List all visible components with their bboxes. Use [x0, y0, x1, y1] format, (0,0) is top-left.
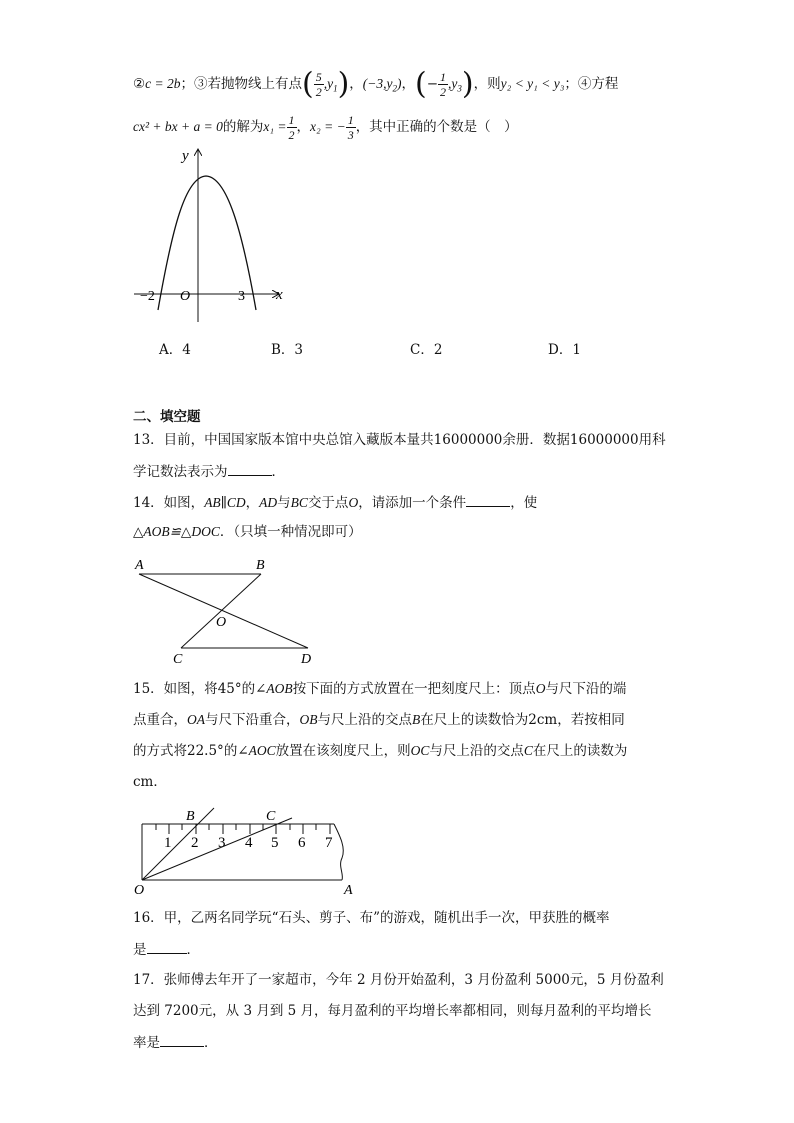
parabola-graph [130, 140, 290, 330]
option-b[interactable]: B．3 [271, 342, 304, 358]
q14-answer-blank[interactable] [466, 492, 510, 507]
option-d[interactable]: D．1 [548, 342, 581, 358]
ray-OB [142, 808, 214, 880]
y-axis-label: y [182, 148, 189, 164]
option-c[interactable]: C．2 [410, 342, 443, 358]
label-O: O [216, 615, 227, 630]
label-A: A [344, 883, 353, 898]
q14-line2: △AOB≌△DOC．（只填一种情况即可） [133, 524, 362, 540]
tick-label-6: 6 [298, 835, 306, 851]
label-B: B [186, 809, 195, 824]
tick-label-2: 2 [191, 835, 199, 851]
q12-line1: ②c = 2b；③若抛物线上有点( $\frac{5}{2}$ $,y_1$)，$(-3,y_2)$，(− $\frac{1}{2}$ $,y_3$)，则y₂ < y₁ < y₃；④方程 [133, 66, 619, 102]
q17-line1: 17．张师傅去年开了一家超市，今年 2 月份开始盈利，3 月份盈利 5000元，5 月份盈利 [133, 972, 664, 988]
tick-label-5: 5 [271, 835, 279, 851]
q17-line2: 达到 7200元，从 3 月到 5 月，每月盈利的平均增长率都相同，则每月盈利的平均增长 [133, 1003, 652, 1019]
label-D: D [301, 652, 312, 667]
q13-line2: 学记数法表示为 ． [133, 461, 285, 482]
q15-line3: 的方式将22.5°的∠AOC放置在该刻度尺上，则OC与尺上沿的交点C在尺上的读数为 [133, 743, 628, 759]
tick-label-3: 3 [218, 835, 226, 851]
ruler-figure [130, 800, 365, 900]
left-root-label: −2 [140, 289, 155, 304]
x-axis-label: x [276, 287, 283, 303]
tick-label-1: 1 [164, 835, 172, 851]
q12-line2: cx² + bx + a = 0的解为x₁ = $\frac{1}{2}$ ，x₂ = − $\frac{1}{3}$ ，其中正确的个数是（ ） [133, 113, 518, 142]
label-O: O [134, 883, 145, 898]
origin-label: O [180, 289, 191, 304]
label-C: C [173, 652, 183, 667]
q13-answer-blank[interactable] [228, 461, 272, 476]
q15-line2: 点重合，OA与尺下沿重合，OB与尺上沿的交点B在尺上的读数恰为2cm，若按相同 [133, 712, 625, 728]
q16-line2: 是 ． [133, 939, 200, 960]
ruler-ticks [156, 824, 330, 834]
label-C: C [266, 809, 276, 824]
q15-line1: 15．如图，将45°的∠AOB按下面的方式放置在一把刻度尺上：顶点O与尺下沿的端 [133, 681, 627, 697]
option-a[interactable]: A．4 [159, 342, 191, 358]
q14-figure [130, 552, 320, 667]
q17-answer-blank[interactable] [160, 1032, 204, 1047]
tick-label-4: 4 [245, 835, 253, 851]
q16-line1: 16．甲，乙两名同学玩“石头、剪子、布”的游戏，随机出手一次，甲获胜的概率 [133, 910, 610, 926]
tick-label-7: 7 [325, 835, 333, 851]
section-title: 二、填空题 [133, 409, 201, 425]
q14-line1: 14．如图，AB∥CD，AD与BC交于点O，请添加一个条件 ，使 [133, 492, 537, 513]
q17-line3: 率是 ． [133, 1032, 218, 1053]
q16-answer-blank[interactable] [147, 939, 187, 954]
q15-line4: cm． [133, 774, 167, 790]
label-B: B [256, 558, 265, 573]
label-A: A [135, 558, 144, 573]
right-root-label: 3 [238, 289, 245, 304]
q13-line1: 13．目前，中国国家版本馆中央总馆入藏版本量共16000000余册．数据16000000用科 [133, 432, 666, 448]
